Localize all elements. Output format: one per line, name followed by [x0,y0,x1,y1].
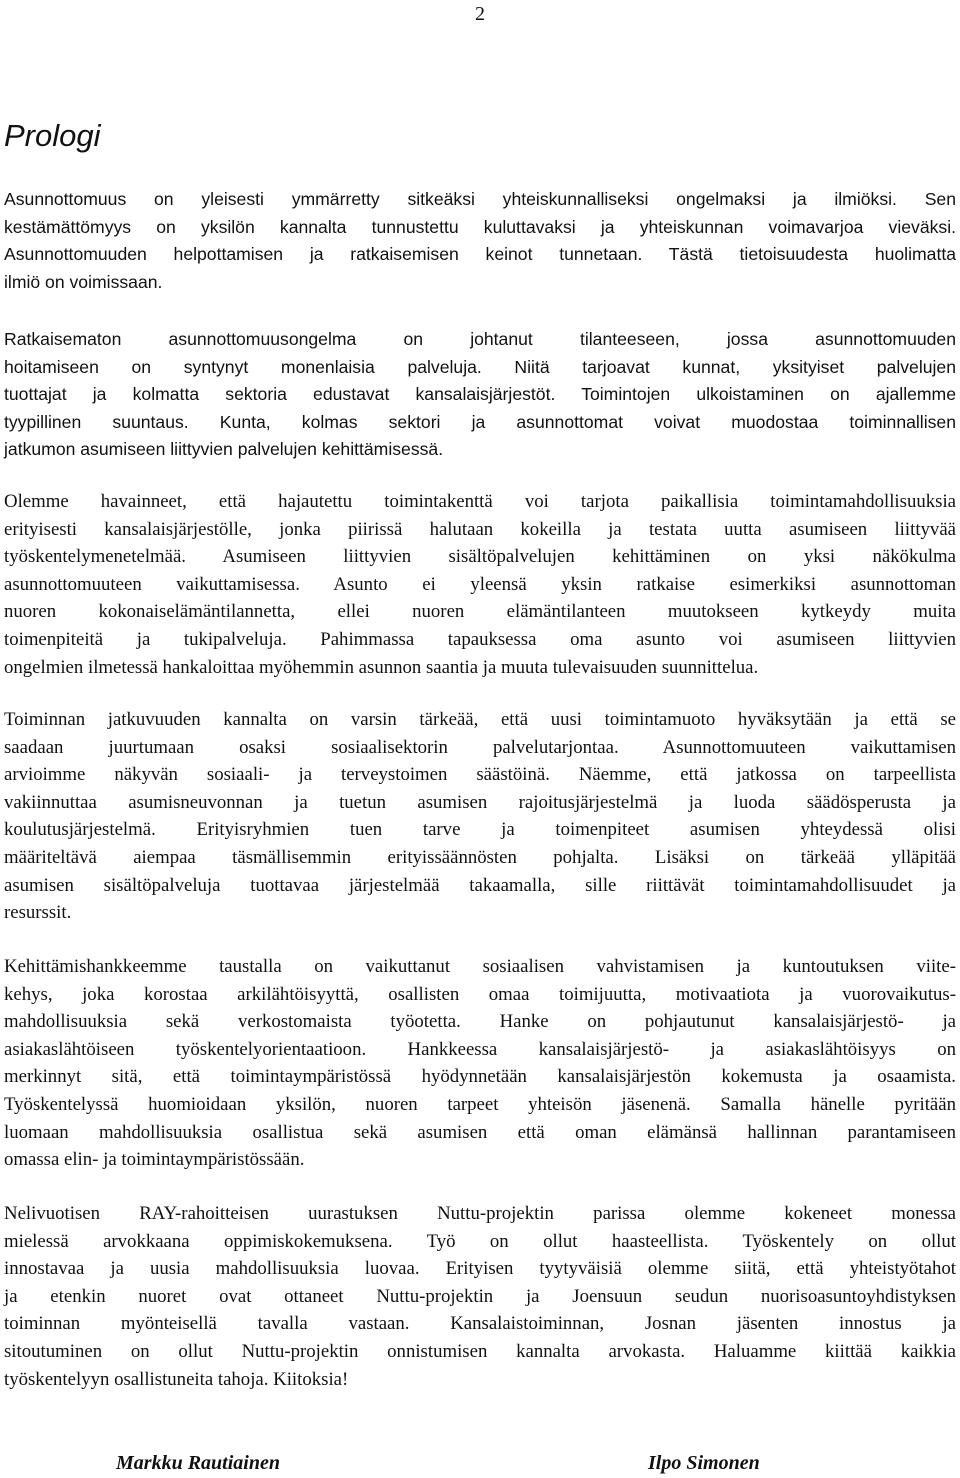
paragraph-line: saadaan juurtumaan osaksi sosiaalisektorin palvelutarjontaa. Asunnottomuuteen vaikuttamisen [4,736,956,758]
paragraph-5 [4,953,956,1174]
paragraph-line: tyypillinen suuntaus. Kunta, kolmas sektori ja asunnottomat voivat muodostaa toiminnallisen [4,411,956,432]
paragraph-3 [4,488,956,681]
paragraph-line: Ratkaisematon asunnottomuusongelma on johtanut tilanteeseen, jossa asunnottomuuden [4,329,956,349]
paragraph-line: jatkumon asumiseen liittyvien palvelujen kehittämisessä. [4,439,444,459]
paragraph-line: erityisesti kansalaisjärjestölle, jonka piirissä halutaan kokeilla ja testata uutta asumiseen liittyvää [4,518,956,540]
paragraph-line: ongelmien ilmetessä hankaloittaa myöhemmin asunnon saantia ja muuta tulevaisuuden suunnittelua. [4,656,759,678]
paragraph-line: Olemme havainneet, että hajautettu toimintakenttä voi tarjota paikallisia toimintamahdollisuuksia [4,491,956,512]
paragraph-line: toiminnan myönteisellä tavalla vastaan. Kansalaistoiminnan, Josnan jäsenten innostus ja [4,1313,956,1335]
paragraph-line: Asunnottomuus on yleisesti ymmärretty sitkeäksi yhteiskunnalliseksi ongelmaksi ja ilmiöksi. Sen [4,189,956,209]
signature-right: Ilpo Simonen [648,1452,760,1474]
signature-left: Markku Rautiainen [116,1452,280,1474]
paragraph-6 [4,1200,956,1393]
paragraph-line: kehys, joka korostaa arkilähtöisyyttä, osallisten omaa toimijuutta, motivaatiota ja vuorovaikutus- [4,983,956,1005]
paragraph-line: ja etenkin nuoret ovat ottaneet Nuttu-projektin ja Joensuun seudun nuorisoasuntoyhdistyksen [4,1285,956,1307]
paragraph-line: arvioimme näkyvän sosiaali- ja terveystoimen säästöinä. Näemme, että jatkossa on tarpeellista [4,764,956,786]
paragraph-line: omassa elin- ja toimintaympäristössään. [4,1149,305,1171]
paragraph-line: määriteltävä aiempaa täsmällisemmin erityissäännösten pohjalta. Lisäksi on tärkeää ylläpitää [4,846,956,868]
page-title: Prologi [4,118,101,153]
paragraph-2 [4,326,956,464]
paragraph-line: luomaan mahdollisuuksia osallistua sekä asumisen että oman elämänsä hallinnan parantamiseen [4,1121,956,1143]
paragraph-line: vakiinnuttaa asumisneuvonnan ja tuetun asumisen rajoitusjärjestelmä ja luoda säädösperusta ja [4,791,956,813]
paragraph-line: sitoutuminen on ollut Nuttu-projektin onnistumisen kannalta arvokasta. Haluamme kiittää kaikkia [4,1340,956,1362]
paragraph-line: asiakaslähtöiseen työskentelyorientaatioon. Hankkeessa kansalaisjärjestö- ja asiakaslähtöisyys on [4,1038,956,1060]
paragraph-line: koulutusjärjestelmä. Erityisryhmien tuen tarve ja toimenpiteet asumisen yhteydessä olisi [4,819,956,841]
paragraph-line: Kehittämishankkeemme taustalla on vaikuttanut sosiaalisen vahvistamisen ja kuntoutuksen viite- [4,956,956,977]
paragraph-line: Toiminnan jatkuvuuden kannalta on varsin tärkeää, että uusi toimintamuoto hyväksytään ja että se [4,709,956,730]
paragraph-1 [4,186,956,296]
paragraph-line: toimenpiteitä ja tukipalveluja. Pahimmassa tapauksessa oma asunto voi asumiseen liittyvien [4,628,956,650]
paragraph-line: asumisen sisältöpalveluja tuottavaa järjestelmää takaamalla, sille riittävät toimintamahdollisuudet ja [4,874,956,896]
paragraph-line: työskentelymenetelmää. Asumiseen liittyvien sisältöpalvelujen kehittäminen on yksi näkökulma [4,546,956,568]
paragraph-line: ilmiö on voimissaan. [4,271,163,292]
paragraph-4 [4,706,956,927]
paragraph-line: mielessä arvokkaana oppimiskokemuksena. Työ on ollut haasteellista. Työskentely on ollut [4,1230,956,1252]
paragraph-line: tuottajat ja kolmatta sektoria edustavat kansalaisjärjestöt. Toimintojen ulkoistaminen on ajallemme [4,384,956,404]
paragraph-line: innostavaa ja uusia mahdollisuuksia luovaa. Erityisen tyytyväisiä olemme siitä, että yhteistyötahot [4,1258,956,1280]
page-number: 2 [475,3,485,25]
paragraph-line: nuoren kokonaiselämäntilannetta, ellei nuoren elämäntilanteen muutokseen kytkeydy muita [4,601,956,623]
paragraph-line: resurssit. [4,902,72,924]
paragraph-line: hoitamiseen on syntynyt monenlaisia palveluja. Niitä tarjoavat kunnat, yksityiset palvelujen [4,356,956,377]
paragraph-line: Työskentelyssä huomioidaan yksilön, nuoren tarpeet yhteisön jäsenenä. Samalla hänelle pyritään [4,1093,956,1115]
paragraph-line: asunnottomuuteen vaikuttamisessa. Asunto ei yleensä yksin ratkaise esimerkiksi asunnottoman [4,573,956,595]
paragraph-line: Nelivuotisen RAY-rahoitteisen uurastuksen Nuttu-projektin parissa olemme kokeneet monessa [4,1203,956,1224]
paragraph-line: mahdollisuuksia sekä verkostomaista työotetta. Hanke on pohjautunut kansalaisjärjestö- ja [4,1011,956,1033]
paragraph-line: kestämättömyys on yksilön kannalta tunnustettu kuluttavaksi ja yhteiskunnan voimavarjoa vieväksi. [4,216,956,237]
paragraph-line: työskentelyyn osallistuneita tahoja. Kiitoksia! [4,1368,349,1390]
paragraph-line: Asunnottomuuden helpottamisen ja ratkaisemisen keinot tunnetaan. Tästä tietoisuudesta huolimatta [4,244,956,264]
paragraph-line: merkinnyt sitä, että toimintaympäristössä hyödynnetään kansalaisjärjestön kokemusta ja osaamista. [4,1066,956,1088]
